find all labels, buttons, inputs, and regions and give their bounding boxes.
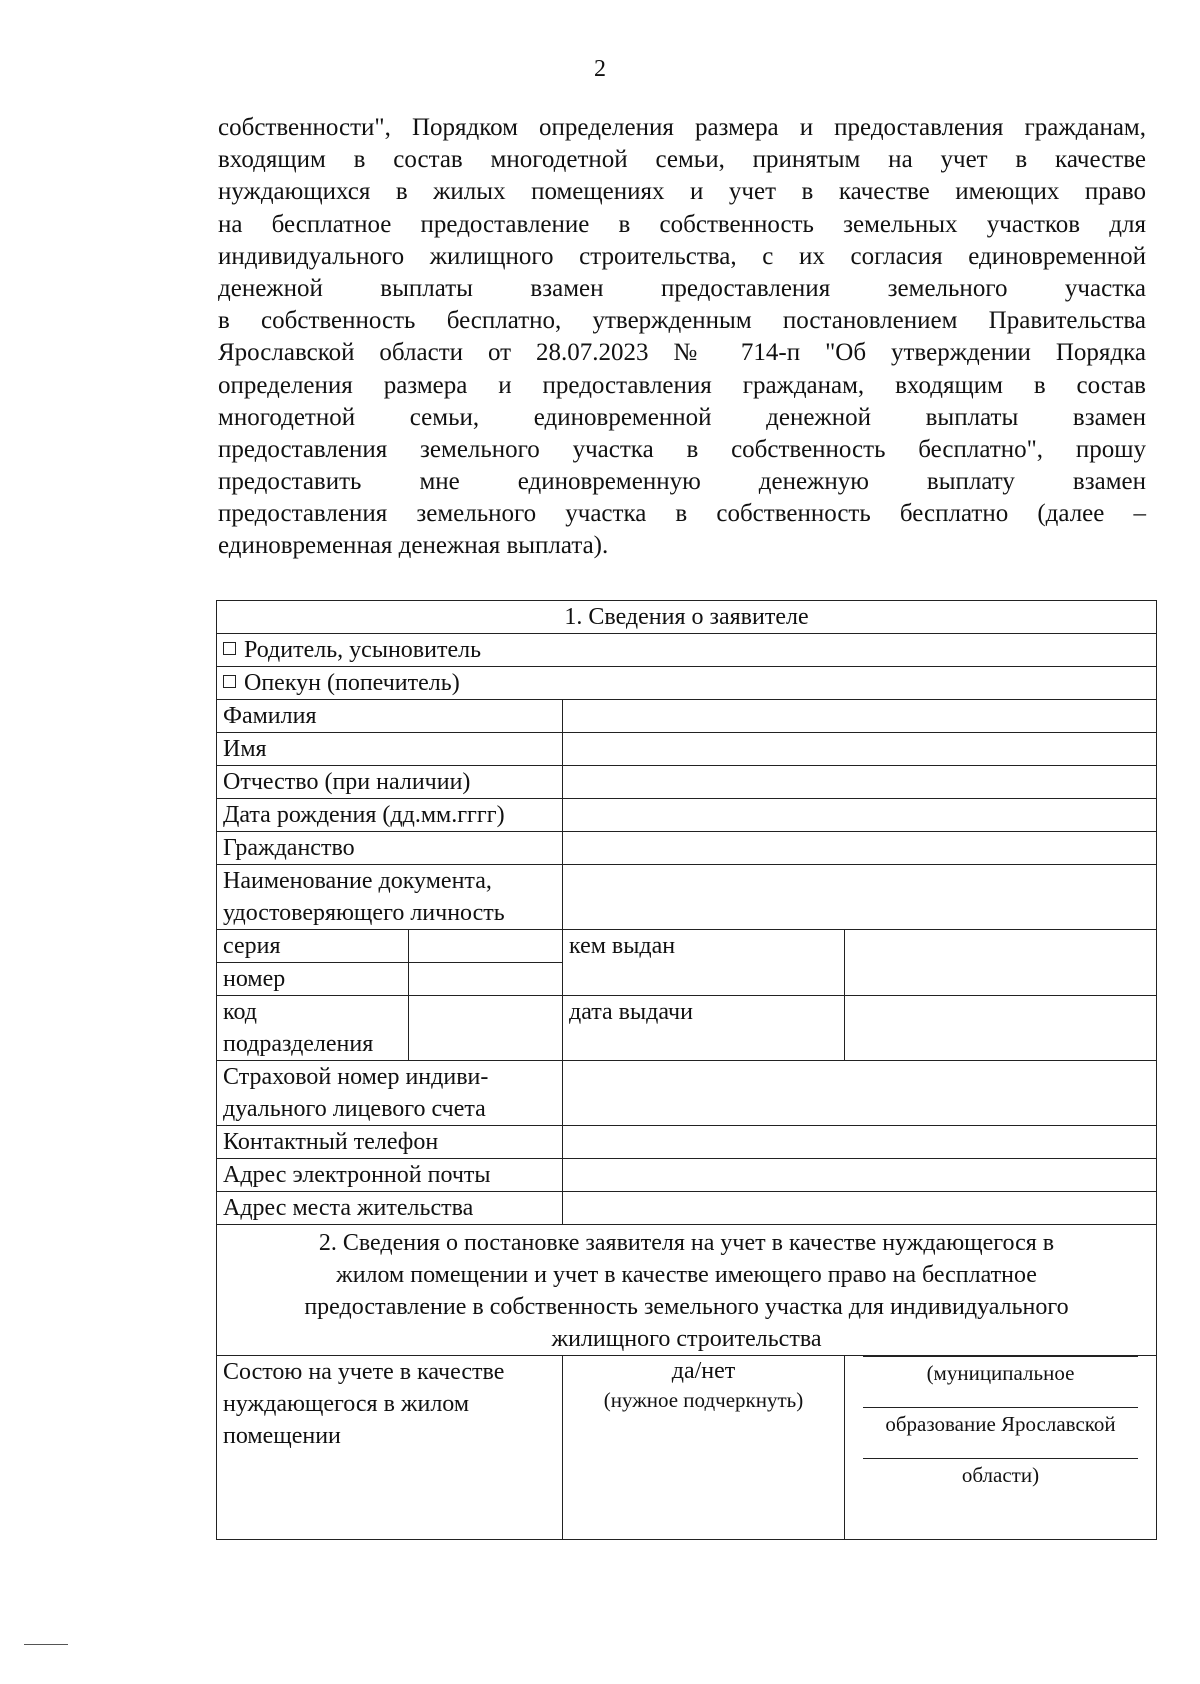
number-label: номер [217,963,409,996]
citizenship-field[interactable] [563,832,1157,865]
email-label: Адрес электронной почты [217,1159,563,1192]
patronymic-field[interactable] [563,766,1157,799]
issued-by-label: кем выдан [563,930,845,996]
municipality-caption-line: образование Ярославской [885,1412,1116,1436]
paragraph-line: предоставить мне единовременную денежную выплату взамен [218,468,1146,496]
table-row [217,634,1157,667]
section1-title: 1. Сведения о заявителе [217,601,1157,634]
paragraph-line: определения размера и предоставления гражданам, входящим в состав [218,371,1146,399]
table-row [217,667,1157,700]
option-guardian-label: Опекун (попечитель) [244,670,460,696]
paragraph-line: денежной выплаты взамен предоставления земельного участка [218,274,1146,302]
paragraph-line: на бесплатное предоставление в собственность земельных участков для [218,210,1146,238]
table-row [217,1192,1157,1225]
table-row [217,766,1157,799]
table-row [217,865,1157,930]
table-row [217,1126,1157,1159]
checkbox-icon[interactable] [223,675,236,688]
address-label: Адрес места жительства [217,1192,563,1225]
table-row [217,733,1157,766]
paragraph-line: входящим в состав многодетной семьи, принятым на учет в качестве [218,146,1146,174]
option-parent[interactable] [217,634,1157,667]
issue-date-label: дата выдачи [563,996,845,1061]
series-label: серия [217,930,409,963]
snils-field[interactable] [563,1061,1157,1126]
snils-label-line: дуального лицевого счета [223,1096,486,1122]
table-row [217,996,1157,1061]
section2-title-line: жилом помещении и учет в качестве имеющего право на бесплатное [336,1262,1037,1288]
registered-label-line: Состою на учете в качестве [223,1359,505,1385]
registered-label-line: нуждающегося в жилом [223,1391,470,1417]
identity-document-label-line: Наименование документа, [223,868,492,894]
table-row [217,799,1157,832]
table-row [217,1225,1157,1356]
municipality-caption-line: (муниципальное [926,1361,1075,1385]
paragraph-line: в собственность бесплатно, утвержденным постановлением Правительства [218,307,1146,335]
paragraph-line: Ярославской области от 28.07.2023 № 714-п "Об утверждении Порядка [218,339,1146,367]
paragraph-line: нуждающихся в жилых помещениях и учет в качестве имеющих право [218,178,1146,206]
identity-document-label [217,865,563,930]
snils-label-line: Страховой номер индиви- [223,1064,489,1090]
checkbox-icon[interactable] [223,642,236,655]
identity-document-field[interactable] [563,865,1157,930]
section2-title [217,1225,1157,1356]
paragraph-line: единовременная денежная выплата). [218,532,609,560]
table-row [217,601,1157,634]
birth-date-label: Дата рождения (дд.мм.гггг) [217,799,563,832]
birth-date-field[interactable] [563,799,1157,832]
series-field[interactable] [409,930,563,963]
paragraph-line: предоставления земельного участка в собственность бесплатно", прошу [218,435,1146,463]
name-label: Имя [217,733,563,766]
yes-no-field[interactable] [563,1356,845,1540]
table-row [217,1356,1157,1540]
table-row [217,1061,1157,1126]
underline-hint: (нужное подчеркнуть) [603,1388,804,1412]
issue-date-field[interactable] [845,996,1157,1061]
registered-label-line: помещении [223,1423,341,1449]
table-row [217,930,1157,963]
page-number: 2 [594,56,606,82]
municipality-field[interactable] [845,1356,1157,1540]
division-code-label [217,996,409,1061]
snils-label [217,1061,563,1126]
patronymic-label: Отчество (при наличии) [217,766,563,799]
phone-field[interactable] [563,1126,1157,1159]
surname-label: Фамилия [217,700,563,733]
identity-document-label-line: удостоверяющего личность [223,900,505,926]
applicant-form-table [216,600,1157,1540]
spacer [851,1389,1150,1407]
paragraph-line: индивидуального жилищного строительства, с их согласия единовременной [218,242,1146,270]
citizenship-label: Гражданство [217,832,563,865]
paragraph-line: многодетной семьи, единовременной денежной выплаты взамен [218,403,1146,431]
table-row [217,700,1157,733]
issued-by-field[interactable] [845,930,1157,996]
table-row [217,1159,1157,1192]
name-field[interactable] [563,733,1157,766]
municipality-caption-line: области) [961,1463,1040,1487]
section2-title-line: предоставление в собственность земельного участка для индивидуального [304,1294,1069,1320]
division-code-label-line: код [223,999,257,1025]
paragraph-line: предоставления земельного участка в собственность бесплатно (далее – [218,500,1146,528]
table-row [217,832,1157,865]
footer-mark [24,1644,68,1645]
surname-field[interactable] [563,700,1157,733]
body-paragraph [218,112,1146,563]
number-field[interactable] [409,963,563,996]
yes-no-label: да/нет [671,1358,736,1384]
division-code-field[interactable] [409,996,563,1061]
division-code-label-line: подразделения [223,1031,374,1057]
paragraph-line: собственности", Порядком определения размера и предоставления гражданам, [218,114,1146,141]
email-field[interactable] [563,1159,1157,1192]
section2-title-line: 2. Сведения о постановке заявителя на учет в качестве нуждающегося в [318,1230,1055,1256]
spacer [851,1440,1150,1458]
address-field[interactable] [563,1192,1157,1225]
section2-title-line: жилищного строительства [551,1326,822,1352]
phone-label: Контактный телефон [217,1126,563,1159]
registered-label [217,1356,563,1540]
option-guardian[interactable] [217,667,1157,700]
option-parent-label: Родитель, усыновитель [244,637,482,663]
